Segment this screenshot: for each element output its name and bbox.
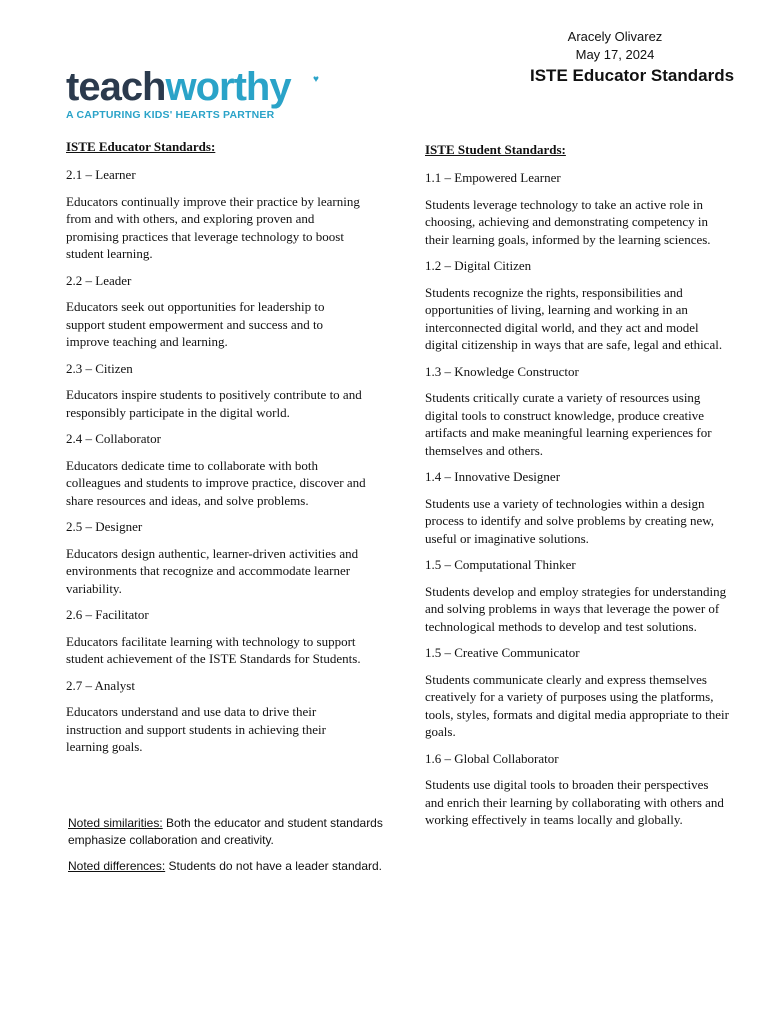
similarities-text: Both the educator and student standards emphasize collaboration and creativity.	[68, 816, 383, 847]
standard-label: 1.6 – Global Collaborator	[425, 750, 559, 766]
logo-word-teach: teach	[66, 65, 166, 109]
standard-description: Educators design authentic, learner-driven activities and environments that recognize and accommodate learner variability.	[66, 545, 359, 596]
differences-text: Students do not have a leader standard.	[165, 859, 382, 873]
standard-description: Students critically curate a variety of resources using digital tools to construct knowledge, produce creative artifacts and make meaningful learning experiences for themselves and others.	[425, 390, 712, 458]
standard-description: Students use digital tools to broaden their perspectives and enrich their learning by collaborating with others and working effectively in teams locally and globally.	[425, 777, 724, 827]
standard-description: Students communicate clearly and express themselves creatively for a variety of purposes using the platforms, tools, styles, formats and digital media appropriate to their goals.	[425, 671, 729, 739]
standard-label: 1.4 – Innovative Designer	[425, 469, 561, 484]
standard-label: 1.2 – Digital Citizen	[425, 258, 532, 273]
logo-tagline: A CAPTURING KIDS' HEARTS PARTNER	[66, 109, 275, 121]
standard-label: 1.5 – Creative Communicator	[425, 645, 580, 660]
standard-label: 2.5 – Designer	[66, 519, 143, 534]
standard-description: Students leverage technology to take an active role in choosing, achieving and demonstrating competency in their learning goals, informed by the learning sciences.	[425, 196, 711, 247]
document-date: May 17, 2024	[575, 47, 655, 62]
standard-description: Educators understand and use data to drive their instruction and support students in achieving their learning goals.	[66, 704, 326, 754]
standard-description: Students recognize the rights, responsibilities and opportunities of living, learning and working in an interconnected digital world, and they act and model digital citizenship in ways that are safe, legal and ethical.	[425, 284, 723, 352]
standard-label: 2.6 – Facilitator	[66, 607, 149, 622]
standard-label: 2.2 – Leader	[66, 272, 132, 288]
standard-label: 1.1 – Empowered Learner	[425, 170, 561, 185]
document-title: ISTE Educator Standards	[530, 66, 735, 85]
standard-description: Students use a variety of technologies within a design process to identify and solve problems by creating new, useful or imaginative solutions.	[425, 495, 715, 546]
standard-label: 2.1 – Learner	[66, 167, 136, 182]
standard-label: 1.3 – Knowledge Constructor	[425, 363, 579, 379]
standard-label: 2.3 – Citizen	[66, 360, 133, 376]
educator-standards-list	[66, 166, 366, 756]
logo-word-worthy: worthy	[165, 65, 291, 109]
heart-icon: ♥	[313, 74, 319, 85]
educator-standards-heading: ISTE Educator Standards:	[66, 139, 216, 154]
differences-note	[68, 858, 418, 875]
standard-description: Educators dedicate time to collaborate with both colleagues and students to improve practice, discover and share resources and ideas, and solve problems.	[66, 457, 366, 508]
document-header	[530, 28, 740, 86]
student-standards-heading: ISTE Student Standards:	[425, 142, 566, 157]
standard-description: Educators inspire students to positively contribute to and responsibly participate in the digital world.	[66, 387, 362, 420]
standard-description: Educators continually improve their practice by learning from and with others, and exploring proven and promising practices that leverage technology to boost student learning.	[66, 193, 360, 261]
teachworthy-logo	[66, 65, 319, 126]
standard-description: Students develop and employ strategies for understanding and solving problems in ways that leverage the power of technological methods to develop and test solutions.	[425, 583, 727, 634]
student-standards-column	[425, 141, 730, 838]
standard-label: 2.4 – Collaborator	[66, 431, 161, 446]
logo-wordmark	[66, 66, 296, 108]
standard-description: Educators facilitate learning with technology to support student achievement of the ISTE Standards for Students.	[66, 633, 361, 666]
comparison-notes	[68, 815, 418, 884]
standard-label: 2.7 – Analyst	[66, 677, 135, 693]
educator-standards-column	[66, 138, 366, 765]
standard-label: 1.5 – Computational Thinker	[425, 557, 576, 572]
similarities-label: Noted similarities:	[68, 816, 163, 830]
similarities-note	[68, 815, 418, 849]
standard-description: Educators seek out opportunities for leadership to support student empowerment and success and to improve teaching and learning.	[66, 299, 325, 349]
student-standards-list	[425, 169, 730, 829]
differences-label: Noted differences:	[68, 859, 166, 873]
author-name: Aracely Olivarez	[567, 29, 663, 44]
